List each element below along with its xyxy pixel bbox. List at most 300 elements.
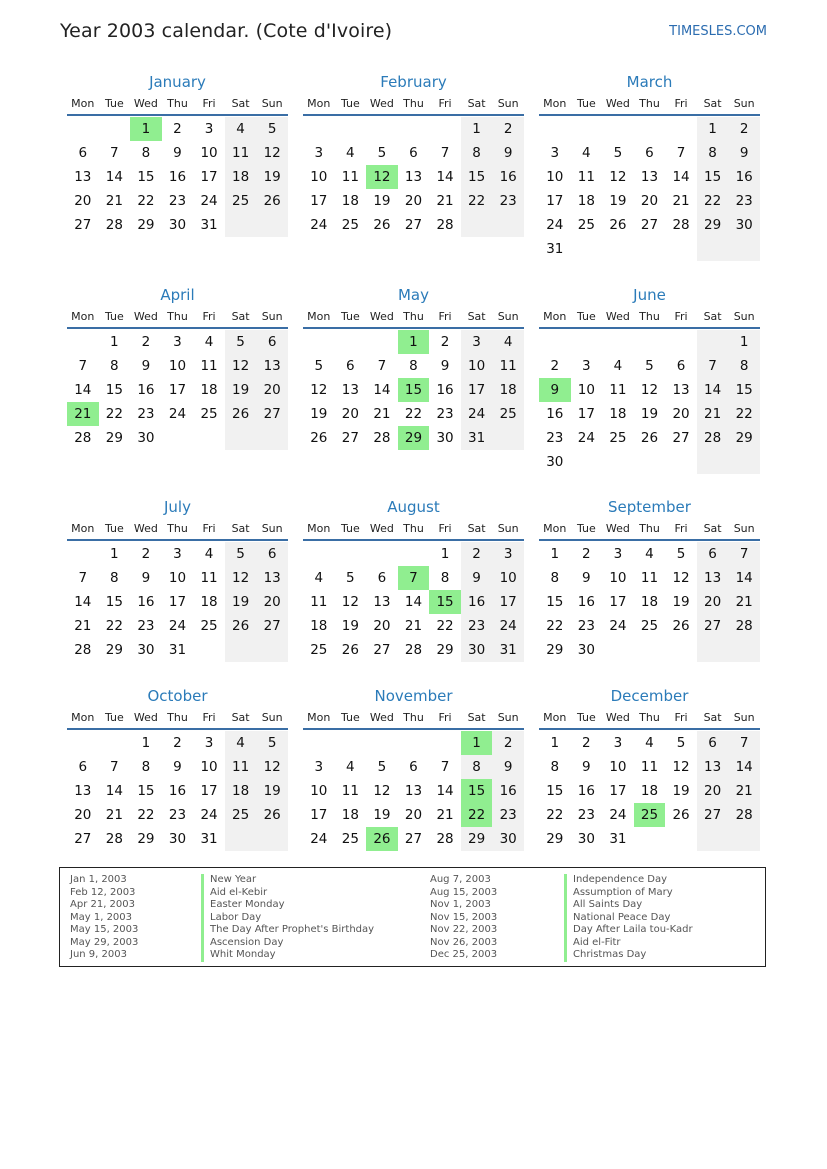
day-cell: 25: [200, 618, 218, 634]
day-cell: 3: [204, 735, 214, 751]
weekday-label: Mon: [307, 97, 331, 110]
day-cell: 15: [137, 169, 155, 185]
day-cell: 16: [168, 783, 187, 799]
day-cell: 5: [225, 542, 257, 566]
holiday-date: May 29, 2003: [70, 936, 139, 948]
day-cell: 8: [697, 141, 729, 165]
day-empty: [398, 117, 430, 141]
day-cell: 17: [461, 378, 493, 402]
day-cell: 16: [492, 165, 524, 189]
day-cell: 2: [440, 334, 450, 350]
day-cell: 4: [645, 735, 654, 751]
day-cell: 19: [373, 807, 391, 823]
day-cell: 25: [341, 217, 359, 233]
day-cell: 30: [728, 213, 760, 237]
holiday-date: Jan 1, 2003: [70, 874, 127, 885]
day-cell: 12: [373, 783, 391, 799]
day-cell: 25: [577, 217, 595, 233]
day-cell: 1: [141, 735, 151, 751]
day-cell: 28: [105, 831, 123, 847]
day-cell: 31: [492, 638, 524, 662]
day-cell: 27: [341, 430, 359, 446]
day-cell: 16: [546, 406, 564, 422]
day-empty: [366, 117, 398, 141]
day-empty: [429, 731, 461, 755]
day-cell: 3: [461, 330, 493, 354]
day-cell: 11: [577, 169, 595, 185]
weekday-label: Tue: [576, 97, 596, 110]
day-cell: 17: [200, 169, 218, 185]
holiday-name: Ascension Day: [201, 937, 374, 950]
day-cell: 3: [492, 542, 524, 566]
weekday-label: Thu: [639, 97, 660, 110]
day-cell: 7: [440, 145, 450, 161]
day-empty: [256, 638, 288, 662]
weekday-label: Sun: [261, 711, 283, 724]
week-row: [67, 213, 288, 237]
month-april: [67, 285, 288, 450]
day-cell: 16: [137, 594, 155, 610]
week-row: [539, 827, 760, 851]
day-cell: 18: [310, 618, 328, 634]
holiday-name: Day After Laila tou-Kadr: [564, 924, 693, 937]
day-cell: 24: [200, 193, 218, 209]
month-name: March: [626, 73, 673, 91]
weekday-label: Mon: [307, 711, 331, 724]
weekday-label: Wed: [605, 711, 630, 724]
holiday-name: Independence Day: [564, 874, 693, 887]
day-cell: 9: [141, 570, 151, 586]
day-cell: 9: [492, 141, 524, 165]
week-row: [67, 426, 288, 450]
weekday-label: Sat: [467, 310, 486, 323]
weekday-label: Fri: [202, 522, 216, 535]
day-cell: 19: [609, 193, 627, 209]
day-cell: 29: [697, 213, 729, 237]
day-cell: 30: [137, 430, 155, 446]
week-row: [303, 566, 524, 590]
day-cell: 12: [225, 566, 257, 590]
day-cell: 23: [436, 406, 454, 422]
day-cell: 29: [137, 217, 155, 233]
month-september: [539, 497, 760, 662]
week-row: [539, 590, 760, 614]
day-cell: 8: [440, 570, 450, 586]
day-cell: 12: [225, 354, 257, 378]
day-cell: 14: [74, 594, 92, 610]
day-empty: [303, 731, 335, 755]
day-cell: 28: [672, 217, 690, 233]
day-empty: [225, 213, 257, 237]
day-cell: 24: [461, 402, 493, 426]
week-row: [67, 779, 288, 803]
day-cell: 18: [200, 382, 218, 398]
holiday-date: Jun 9, 2003: [70, 949, 127, 960]
day-cell: 15: [461, 165, 493, 189]
month-name: October: [147, 687, 208, 705]
week-row: [303, 542, 524, 566]
day-cell: 30: [461, 638, 493, 662]
day-cell: 14: [373, 382, 391, 398]
day-cell: 6: [409, 759, 418, 775]
day-holiday: 1: [130, 117, 162, 141]
day-cell: 23: [168, 193, 187, 209]
weekday-label: Sat: [703, 711, 722, 724]
day-cell: 17: [577, 406, 595, 422]
day-cell: 30: [546, 454, 564, 470]
holiday-name: Labor Day: [201, 912, 374, 925]
week-row: [67, 731, 288, 755]
holiday-date: Apr 21, 2003: [70, 899, 136, 910]
week-row: [67, 117, 288, 141]
day-cell: 1: [440, 546, 450, 562]
month-june: [539, 285, 760, 474]
weekday-label: Wed: [133, 97, 158, 110]
day-cell: 1: [461, 117, 493, 141]
day-empty: [665, 117, 697, 141]
day-cell: 8: [141, 759, 151, 775]
day-cell: 26: [225, 614, 257, 638]
day-empty: [602, 237, 634, 261]
day-holiday: 21: [67, 402, 99, 426]
day-cell: 6: [645, 145, 654, 161]
day-cell: 10: [168, 358, 187, 374]
day-empty: [398, 542, 430, 566]
day-cell: 24: [168, 406, 187, 422]
day-cell: 27: [373, 642, 391, 658]
week-row: [67, 189, 288, 213]
weekday-label: Mon: [543, 310, 567, 323]
day-cell: 21: [697, 402, 729, 426]
day-cell: 11: [640, 570, 659, 586]
day-cell: 30: [436, 430, 454, 446]
weekday-label: Tue: [104, 522, 124, 535]
day-empty: [571, 117, 603, 141]
day-cell: 12: [640, 382, 659, 398]
weekday-label: Fri: [674, 522, 688, 535]
day-cell: 18: [225, 165, 257, 189]
day-cell: 9: [582, 570, 591, 586]
day-cell: 26: [256, 189, 288, 213]
day-cell: 9: [141, 358, 151, 374]
day-cell: 18: [341, 193, 359, 209]
weekday-header: [303, 706, 524, 730]
day-cell: 13: [74, 783, 92, 799]
day-cell: 1: [697, 117, 729, 141]
week-row: [67, 638, 288, 662]
day-cell: 13: [74, 169, 92, 185]
month-name: December: [610, 687, 689, 705]
day-cell: 13: [256, 354, 288, 378]
week-row: [67, 330, 288, 354]
day-empty: [634, 827, 666, 851]
day-cell: 19: [672, 783, 690, 799]
day-empty: [539, 117, 571, 141]
day-cell: 8: [550, 570, 560, 586]
day-cell: 26: [256, 803, 288, 827]
day-empty: [571, 330, 603, 354]
day-cell: 31: [461, 426, 493, 450]
weekday-label: Sun: [733, 522, 755, 535]
day-cell: 12: [672, 570, 690, 586]
day-cell: 17: [609, 594, 627, 610]
day-cell: 20: [373, 618, 391, 634]
day-cell: 5: [225, 330, 257, 354]
month-march: [539, 72, 760, 261]
day-cell: 19: [341, 618, 359, 634]
weekday-header: [303, 517, 524, 541]
holiday-name: The Day After Prophet's Birthday: [201, 924, 374, 937]
weekday-label: Thu: [167, 522, 188, 535]
day-cell: 3: [613, 546, 623, 562]
day-cell: 20: [74, 807, 92, 823]
day-cell: 26: [609, 217, 627, 233]
day-cell: 20: [341, 406, 359, 422]
week-row: [303, 213, 524, 237]
day-cell: 10: [168, 570, 187, 586]
holiday-legend: [59, 867, 766, 967]
weekday-label: Sat: [703, 97, 722, 110]
month-may: [303, 285, 524, 450]
day-cell: 21: [74, 618, 92, 634]
day-cell: 28: [728, 803, 760, 827]
day-cell: 21: [436, 807, 454, 823]
day-cell: 13: [697, 755, 729, 779]
weekday-label: Sat: [231, 522, 250, 535]
weekday-label: Fri: [202, 711, 216, 724]
day-cell: 17: [492, 590, 524, 614]
weekday-label: Sun: [497, 522, 519, 535]
week-row: [303, 354, 524, 378]
week-row: [303, 402, 524, 426]
weekday-label: Fri: [202, 97, 216, 110]
day-cell: 29: [461, 827, 493, 851]
day-cell: 18: [640, 783, 659, 799]
day-cell: 12: [341, 594, 359, 610]
week-row: [303, 141, 524, 165]
day-cell: 4: [613, 358, 623, 374]
day-empty: [225, 638, 257, 662]
weekday-header: [539, 517, 760, 541]
weekday-label: Thu: [403, 97, 424, 110]
week-row: [539, 779, 760, 803]
day-cell: 2: [492, 731, 524, 755]
day-empty: [665, 638, 697, 662]
month-name: August: [387, 498, 440, 516]
day-cell: 4: [582, 145, 591, 161]
week-row: [303, 189, 524, 213]
week-row: [303, 590, 524, 614]
day-cell: 30: [137, 642, 155, 658]
month-december: [539, 686, 760, 851]
day-empty: [697, 237, 729, 261]
day-cell: 13: [373, 594, 391, 610]
weekday-header: [67, 517, 288, 541]
holiday-date: Aug 7, 2003: [430, 874, 491, 885]
day-cell: 28: [436, 831, 454, 847]
day-cell: 20: [697, 590, 729, 614]
weekday-label: Wed: [605, 310, 630, 323]
day-cell: 11: [225, 755, 257, 779]
day-cell: 4: [645, 546, 654, 562]
day-cell: 2: [582, 546, 591, 562]
day-cell: 2: [173, 735, 182, 751]
weekday-label: Thu: [403, 711, 424, 724]
day-cell: 8: [409, 358, 418, 374]
day-cell: 22: [137, 807, 155, 823]
weekday-label: Fri: [202, 310, 216, 323]
weekday-label: Wed: [133, 711, 158, 724]
weekday-header: [67, 706, 288, 730]
day-cell: 10: [577, 382, 595, 398]
day-empty: [162, 426, 194, 450]
day-cell: 27: [404, 217, 423, 233]
day-cell: 6: [697, 542, 729, 566]
month-name: July: [164, 498, 191, 516]
day-cell: 25: [310, 642, 328, 658]
day-cell: 29: [105, 430, 123, 446]
day-empty: [335, 731, 367, 755]
day-empty: [728, 827, 760, 851]
week-row: [303, 779, 524, 803]
weekday-label: Thu: [167, 711, 188, 724]
day-cell: 8: [550, 759, 560, 775]
month-august: [303, 497, 524, 662]
day-cell: 27: [672, 430, 690, 446]
day-cell: 27: [256, 402, 288, 426]
day-cell: 6: [256, 330, 288, 354]
day-cell: 24: [577, 430, 595, 446]
day-cell: 10: [310, 783, 328, 799]
weekday-label: Thu: [639, 522, 660, 535]
brand-link[interactable]: TIMESLES.COM: [669, 24, 767, 39]
day-empty: [634, 330, 666, 354]
day-cell: 28: [74, 642, 92, 658]
day-cell: 29: [105, 642, 123, 658]
month-name: April: [160, 286, 195, 304]
day-empty: [461, 213, 493, 237]
holiday-name: New Year: [201, 874, 374, 887]
day-cell: 3: [582, 358, 591, 374]
day-cell: 19: [256, 165, 288, 189]
day-cell: 1: [110, 334, 119, 350]
day-cell: 6: [256, 542, 288, 566]
week-row: [67, 755, 288, 779]
legend-dates-left: [70, 874, 138, 962]
week-row: [539, 378, 760, 402]
holiday-date: Nov 26, 2003: [430, 936, 498, 948]
day-cell: 25: [609, 430, 627, 446]
weekday-label: Sat: [703, 522, 722, 535]
day-cell: 24: [609, 807, 627, 823]
day-cell: 17: [546, 193, 564, 209]
week-row: [67, 803, 288, 827]
day-empty: [665, 827, 697, 851]
day-cell: 8: [141, 145, 151, 161]
day-cell: 23: [461, 614, 493, 638]
weekday-label: Thu: [167, 310, 188, 323]
day-cell: 3: [173, 546, 182, 562]
holiday-name: Aid el-Kebir: [201, 887, 374, 900]
month-name: February: [380, 73, 447, 91]
day-cell: 13: [640, 169, 659, 185]
day-cell: 9: [582, 759, 591, 775]
day-empty: [697, 330, 729, 354]
weekday-label: Mon: [71, 711, 95, 724]
week-row: [539, 638, 760, 662]
day-cell: 14: [728, 566, 760, 590]
day-cell: 17: [609, 783, 627, 799]
day-cell: 7: [697, 354, 729, 378]
day-cell: 7: [676, 145, 686, 161]
day-empty: [571, 237, 603, 261]
weekday-label: Wed: [605, 97, 630, 110]
day-empty: [366, 330, 398, 354]
day-cell: 22: [105, 406, 123, 422]
day-cell: 27: [697, 803, 729, 827]
weekday-label: Sun: [733, 711, 755, 724]
day-cell: 14: [105, 169, 123, 185]
weekday-label: Sat: [703, 310, 722, 323]
day-cell: 1: [550, 735, 560, 751]
day-empty: [571, 450, 603, 474]
weekday-label: Thu: [639, 310, 660, 323]
day-cell: 20: [256, 590, 288, 614]
month-name: June: [633, 286, 666, 304]
weekday-label: Tue: [340, 522, 360, 535]
week-row: [539, 354, 760, 378]
day-cell: 23: [577, 807, 595, 823]
day-cell: 30: [168, 217, 187, 233]
day-cell: 26: [225, 402, 257, 426]
day-cell: 26: [341, 642, 359, 658]
weekday-label: Tue: [340, 310, 360, 323]
weekday-label: Fri: [438, 97, 452, 110]
day-empty: [634, 638, 666, 662]
day-cell: 10: [492, 566, 524, 590]
day-cell: 16: [137, 382, 155, 398]
week-row: [539, 117, 760, 141]
day-cell: 29: [137, 831, 155, 847]
day-cell: 17: [310, 807, 328, 823]
day-cell: 24: [310, 217, 328, 233]
day-cell: 11: [225, 141, 257, 165]
weekday-label: Sun: [733, 97, 755, 110]
week-row: [539, 213, 760, 237]
weekday-label: Wed: [133, 522, 158, 535]
day-cell: 30: [168, 831, 187, 847]
day-empty: [335, 330, 367, 354]
day-cell: 21: [105, 193, 123, 209]
day-cell: 23: [492, 803, 524, 827]
weekday-label: Wed: [605, 522, 630, 535]
day-cell: 9: [173, 145, 182, 161]
day-holiday: 7: [398, 566, 430, 590]
day-empty: [398, 731, 430, 755]
day-cell: 8: [110, 570, 119, 586]
day-empty: [256, 426, 288, 450]
day-cell: 31: [546, 241, 564, 257]
day-cell: 5: [346, 570, 355, 586]
week-row: [539, 614, 760, 638]
day-empty: [634, 117, 666, 141]
day-cell: 5: [676, 546, 686, 562]
weekday-label: Sun: [497, 310, 519, 323]
week-row: [539, 402, 760, 426]
day-cell: 29: [546, 642, 564, 658]
day-cell: 2: [550, 358, 560, 374]
day-empty: [67, 731, 99, 755]
